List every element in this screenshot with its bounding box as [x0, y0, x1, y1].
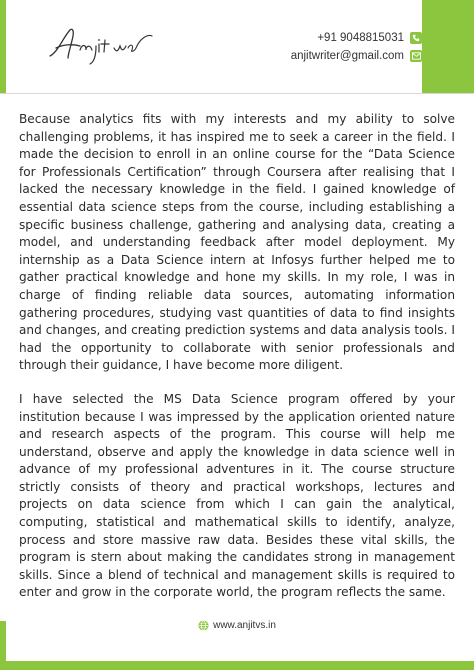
globe-icon — [198, 620, 209, 631]
accent-stripe-right — [422, 0, 474, 93]
contact-block — [212, 30, 422, 66]
signature-logo — [44, 22, 154, 70]
letter-body — [19, 111, 455, 618]
phone-row — [212, 30, 422, 46]
letterhead — [0, 0, 474, 94]
phone-icon — [410, 32, 422, 44]
email-address[interactable]: anjitwriter@gmail.com — [290, 50, 404, 62]
paragraph-2: I have selected the MS Data Science program offered by your institution because I was impressed by the application oriented nature and research aspects of the program. This course will help me understand, observe and apply the knowledge in data science well in advance of my professional adventures in it. The course structure strictly consists of theory and practical workshops, lectures and projects on data science from which I can gain the analytical, computing, statistical and mathematical skills to identify, analyze, process and store massive raw data. Besides these vital skills, the program is stern about making the candidates strong in management skills. Since a blend of technical and management skills is required to enter and grow in the corporate world, the program reflects the same. — [19, 391, 455, 600]
website-link[interactable]: www.anjitvs.in — [213, 620, 276, 631]
accent-stripe-left — [0, 0, 6, 93]
mail-icon — [410, 50, 422, 62]
paragraph-1: Because analytics fits with my interests and my ability to solve challenging problems, it has inspired me to seek a career in the field. I made the decision to enroll in an online course for the “Data Science for Professionals Certification” through Coursera after realising that I lacked the necessary knowledge in the field. I gained knowledge of essential data science steps from the course, including establishing a specific business challenge, gathering and analysing data, creating a model, and understanding feedback after model deployment. My internship as a Data Science intern at Infosys further helped me to gather practical knowledge and hone my skills. In my role, I was in charge of finding reliable data sources, automating information gathering procedures, studying vast quantities of data to find insights and changes, and creating prediction systems and data analysis tools. I had the opportunity to collaborate with senior professionals and through their guidance, I have become more diligent. — [19, 112, 455, 373]
email-row — [212, 48, 422, 64]
phone-number[interactable]: +91 9048815031 — [317, 32, 404, 44]
footer — [0, 620, 474, 634]
accent-stripe-bottom-left — [0, 621, 6, 661]
footer-bar — [0, 661, 474, 670]
